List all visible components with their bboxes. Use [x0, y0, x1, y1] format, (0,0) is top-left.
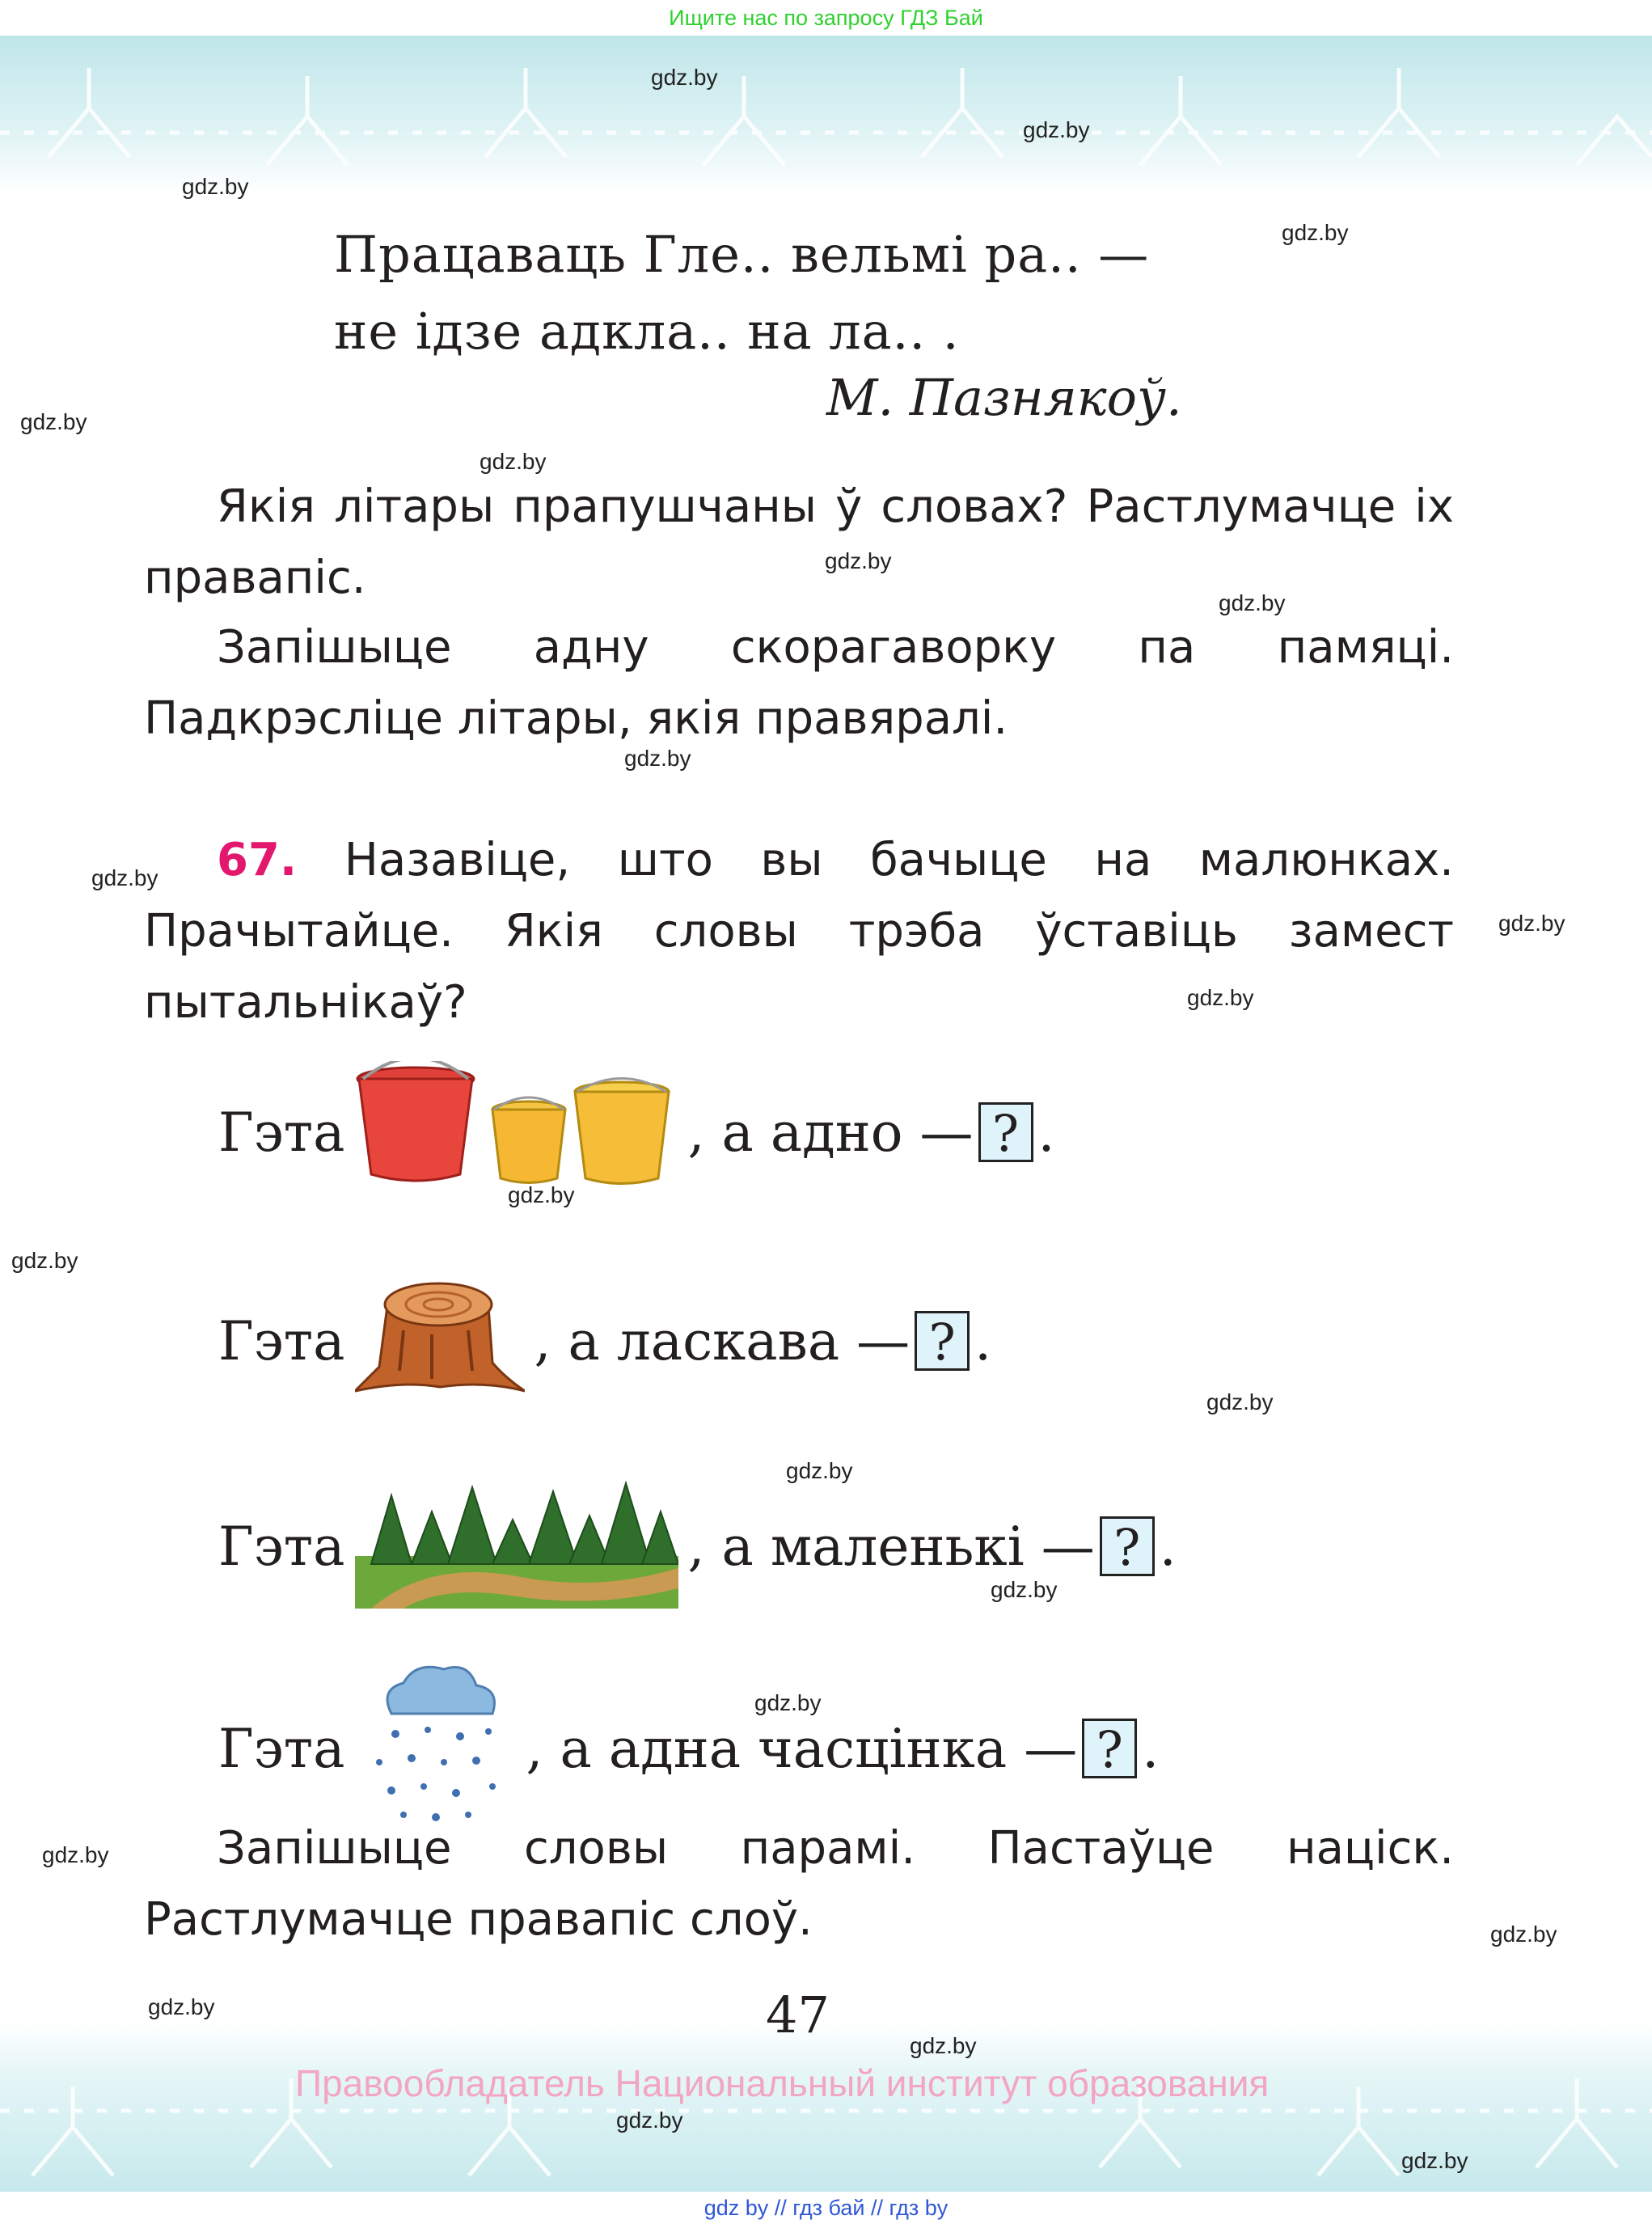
- watermark: gdz.by: [910, 2033, 977, 2058]
- row-start-word: Гэта: [218, 1515, 345, 1578]
- watermark: gdz.by: [1401, 2148, 1468, 2173]
- watermark: gdz.by: [1187, 985, 1254, 1010]
- exercise-row-snow: [218, 1700, 1159, 1797]
- answer-box[interactable]: ?: [1082, 1719, 1137, 1778]
- top-ornament-band: [0, 36, 1652, 194]
- watermark: gdz.by: [91, 865, 158, 890]
- watermark: gdz.by: [1206, 1389, 1274, 1414]
- answer-box[interactable]: ?: [1100, 1516, 1155, 1576]
- exercise-instruction-text: Назавіце, што вы бачыце на малюнках. Прачытайце. Якія словы трэба ўставіць замест пытальнікаў?: [144, 834, 1454, 1029]
- exercise-followup: [144, 1813, 1454, 1956]
- stump-icon: [355, 1274, 525, 1408]
- page-number: 47: [766, 1985, 830, 2044]
- row-start-word: Гэта: [218, 1717, 345, 1780]
- exercise-row-stump: [218, 1292, 991, 1389]
- row-text: , а адна часцінка —: [526, 1717, 1078, 1780]
- question-letters-text: Якія літары прапушчаны ў словах? Растлумачце іх правапіс.: [144, 480, 1454, 604]
- exercise-row-forest: [218, 1498, 1177, 1595]
- row-start-word: Гэта: [218, 1101, 345, 1164]
- exercise-number: 67.: [217, 834, 298, 886]
- row-text: , а адно —: [687, 1101, 974, 1164]
- search-hint-banner: Ищите нас по запросу ГДЗ Бай: [0, 0, 1652, 36]
- row-start-word: Гэта: [218, 1309, 345, 1372]
- row-text: , а маленькі —: [687, 1515, 1095, 1578]
- question-letters: [144, 471, 1454, 614]
- watermark: gdz.by: [508, 1182, 575, 1207]
- row-end: .: [1142, 1717, 1160, 1780]
- ornament-pattern-top: [0, 36, 1652, 194]
- poem-line-2: не ідзе адкла.. на ла.. .: [334, 302, 960, 361]
- watermark: gdz.by: [480, 449, 547, 474]
- answer-box[interactable]: ?: [978, 1102, 1033, 1162]
- watermark: gdz.by: [148, 1994, 215, 2019]
- watermark: gdz.by: [1498, 911, 1565, 936]
- row-end: .: [974, 1309, 992, 1372]
- exercise-67-instruction: [144, 825, 1454, 1038]
- buckets-icon: [355, 1061, 678, 1203]
- watermark: gdz.by: [786, 1458, 853, 1483]
- watermark: gdz.by: [616, 2108, 683, 2133]
- watermark: gdz.by: [651, 65, 718, 90]
- answer-box[interactable]: ?: [915, 1311, 970, 1371]
- watermark: gdz.by: [754, 1690, 822, 1715]
- watermark: gdz.by: [11, 1248, 78, 1273]
- watermark: gdz.by: [1282, 220, 1349, 245]
- watermark: gdz.by: [1490, 1922, 1557, 1947]
- exercise-row-buckets: [218, 1084, 1055, 1181]
- exercise-followup-text: Запішыце словы парамі. Пастаўце націск. Растлумачце правапіс слоў.: [144, 1822, 1454, 1946]
- watermark: gdz.by: [825, 548, 892, 573]
- row-text: , а ласкава —: [534, 1309, 911, 1372]
- poem-author: М. Пазнякоў.: [826, 368, 1182, 427]
- rights-holder-text: Правообладатель Национальный институт образования: [295, 2062, 1270, 2104]
- watermark: gdz.by: [1219, 590, 1286, 615]
- watermark: gdz.by: [20, 409, 87, 434]
- watermark: gdz.by: [624, 746, 691, 771]
- row-end: .: [1159, 1515, 1177, 1578]
- watermark: gdz.by: [42, 1842, 109, 1867]
- watermark: gdz.by: [182, 174, 249, 199]
- question-tongue-twister: [144, 612, 1454, 755]
- poem-line-1: Працаваць Гле.. вельмі ра.. —: [334, 225, 1150, 284]
- question-tongue-twister-text: Запішыце адну скорагаворку па памяці. Падкрэсліце літары, якія правяралі.: [144, 621, 1454, 745]
- forest-icon: [355, 1471, 678, 1621]
- footer-links[interactable]: gdz by // гдз бай // гдз by: [703, 2196, 949, 2220]
- row-end: .: [1037, 1101, 1055, 1164]
- watermark: gdz.by: [991, 1577, 1058, 1602]
- watermark: gdz.by: [1023, 117, 1090, 142]
